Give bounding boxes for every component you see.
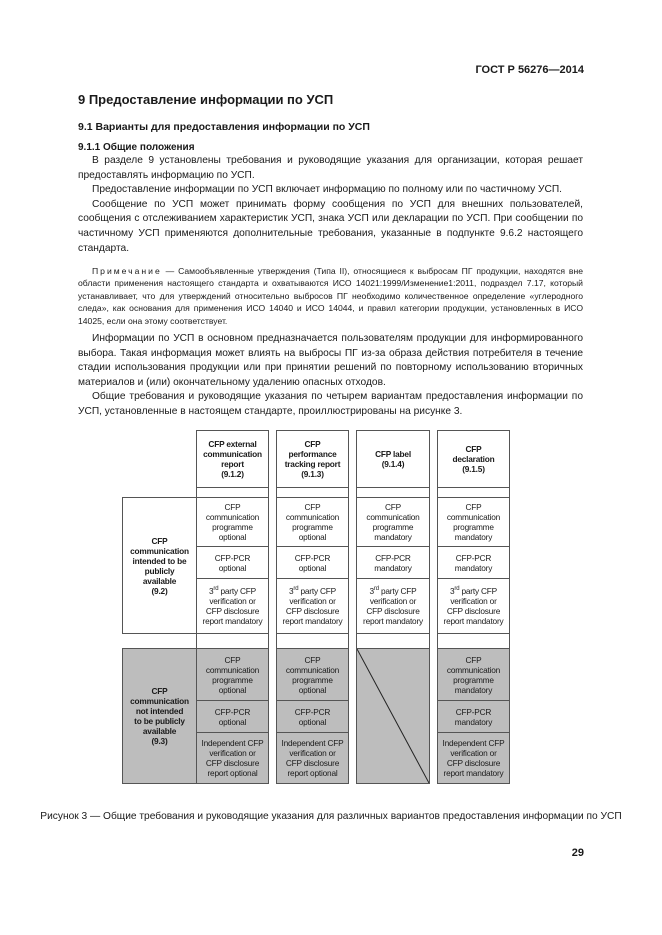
- public-pcr-c3: CFP-PCR mandatory: [356, 546, 430, 579]
- public-programme-c3: CFP communication programme mandatory: [356, 497, 430, 547]
- section-title: 9 Предоставление информации по УСП: [78, 92, 334, 107]
- column-header-performance-report: CFP performance tracking report (9.1.3): [276, 430, 349, 488]
- private-verification-c4: Independent CFP verification or CFP disclosure report mandatory: [437, 732, 510, 784]
- private-pcr-c1: CFP-PCR optional: [196, 700, 269, 733]
- row-label-private: CFP communication not intended to be publicly available (9.3): [122, 648, 196, 784]
- paragraph-3: Сообщение по УСП может принимать форму сообщения по УСП для внешних пользователей, сообщения с отслеживанием характеристик УСП, знака УСП или декларации по УСП. При сообщении по частичному УСП применяются дополнительные требования, указанные в подпункте 9.6.2 настоящего стандарта.: [78, 198, 583, 254]
- page-number: 29: [571, 847, 584, 859]
- standard-number: ГОСТ Р 56276—2014: [475, 64, 584, 76]
- public-pcr-c2: CFP-PCR optional: [276, 546, 349, 579]
- figure-caption: Рисунок 3 — Общие требования и руководящие указания для различных вариантов предоставления информации по УСП: [40, 811, 622, 822]
- figure-3: [122, 430, 510, 786]
- column-header-label: CFP label (9.1.4): [356, 430, 430, 488]
- note-label: Примечание: [92, 266, 162, 276]
- public-verification-c2: 3rd party CFP verification or CFP disclosure report mandatory: [276, 578, 349, 634]
- paragraph-4: Информации по УСП в основном предназначается пользователям продукции для информированного выбора. Такая информация может влиять на выбросы ПГ из-за образа действия потребителя в течение стадии использования продукции или при принятии решений по повторному использованию вторичных материалов и (или) окончательному удалению опасных отходов.: [78, 333, 583, 388]
- diagonal-cross-line: [357, 649, 429, 783]
- paragraph-2: Предоставление информации по УСП включает информацию по полному или по частичному УСП.: [92, 184, 562, 196]
- private-verification-c2: Independent CFP verification or CFP disclosure report optional: [276, 732, 349, 784]
- private-label-not-applicable: [356, 648, 430, 784]
- public-verification-c4: 3rd party CFP verification or CFP disclosure report mandatory: [437, 578, 510, 634]
- column-header-external-report: CFP external communication report (9.1.2): [196, 430, 269, 488]
- private-verification-c1: Independent CFP verification or CFP disclosure report optional: [196, 732, 269, 784]
- private-pcr-c4: CFP-PCR mandatory: [437, 700, 510, 733]
- public-programme-c1: CFP communication programme optional: [196, 497, 269, 547]
- note-text: — Самообъявленные утверждения (Типа II), относящиеся к выбросам ПГ продукции, находятся вне области применения настоящего стандарта и охватываются ИСО 14021:1999/Изменение1:2011, подраздел 7.17, который устанавливает, что для утверждений относительно выбросов ПГ необходимо количественное определение «углеродного следа», как основания для применения ИСО 14040 и ИСО 14044, и правил категории продукции, установленных в ИСО 14025, если она этому соответствует.: [78, 266, 583, 326]
- row-label-public: CFP communication intended to be publicly available (9.2): [122, 497, 196, 634]
- subsection-title: 9.1 Варианты для предоставления информации по УСП: [78, 121, 370, 133]
- public-pcr-c4: CFP-PCR mandatory: [437, 546, 510, 579]
- public-programme-c4: CFP communication programme mandatory: [437, 497, 510, 547]
- private-programme-c4: CFP communication programme mandatory: [437, 648, 510, 701]
- note: [78, 265, 583, 327]
- column-header-declaration: CFP declaration (9.1.5): [437, 430, 510, 488]
- subsubsection-title: 9.1.1 Общие положения: [78, 142, 195, 153]
- public-verification-c3: 3rd party CFP verification or CFP disclosure report mandatory: [356, 578, 430, 634]
- private-programme-c2: CFP communication programme optional: [276, 648, 349, 701]
- paragraph-5: Общие требования и руководящие указания по четырем вариантам предоставления информации по УСП, установленные в настоящем стандарте, проиллюстрированы на рисунке 3.: [78, 391, 583, 417]
- public-pcr-c1: CFP-PCR optional: [196, 546, 269, 579]
- private-pcr-c2: CFP-PCR optional: [276, 700, 349, 733]
- paragraph-1: В разделе 9 установлены требования и руководящие указания для организации, которая решает предоставлять информацию по УСП.: [78, 155, 583, 181]
- public-programme-c2: CFP communication programme optional: [276, 497, 349, 547]
- public-verification-c1: 3rd party CFP verification or CFP disclosure report mandatory: [196, 578, 269, 634]
- intro-text: [78, 154, 583, 256]
- private-programme-c1: CFP communication programme optional: [196, 648, 269, 701]
- body-text: [78, 332, 583, 420]
